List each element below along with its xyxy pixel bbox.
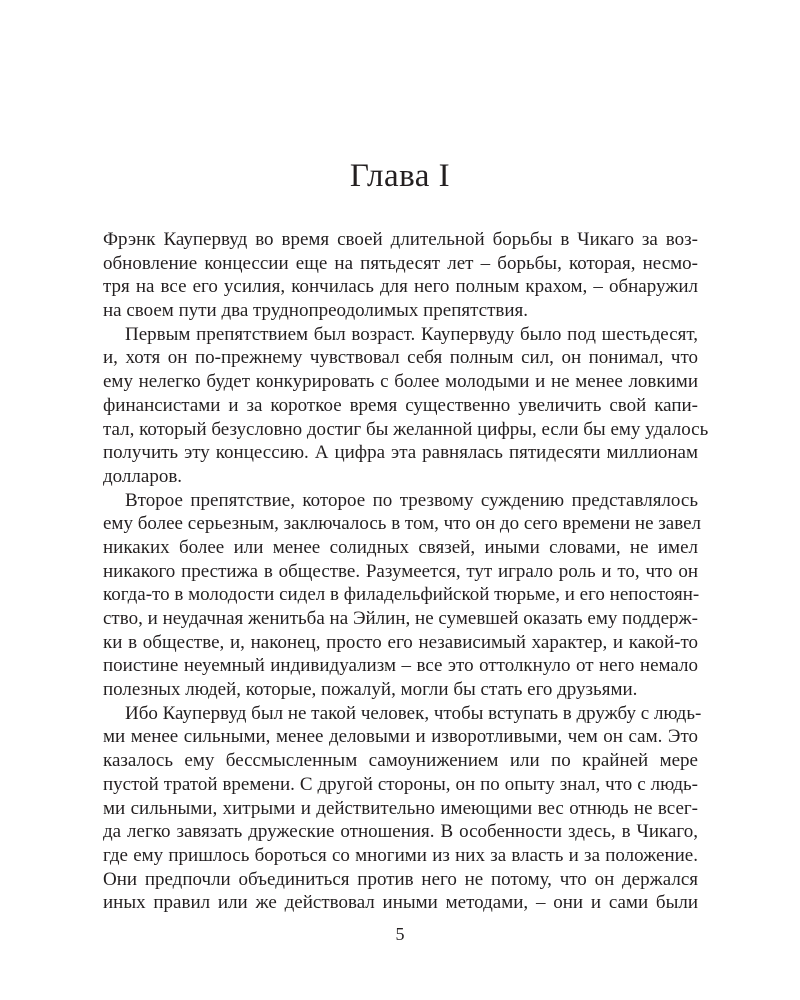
text-line: где ему пришлось бороться со многими из них за власть и за положение. bbox=[103, 844, 698, 866]
text-line: получить эту концессию. А цифра эта равнялась пятидесяти миллионам bbox=[103, 442, 698, 464]
text-line: обновление концессии еще на пятьдесят лет – борьбы, которая, несмо- bbox=[103, 252, 698, 274]
text-line: ему более серьезным, заключалось в том, что он до сего времени не завел bbox=[103, 513, 701, 535]
chapter-text bbox=[103, 228, 709, 915]
paragraph bbox=[103, 228, 698, 323]
text-line: на своем пути два труднопреодолимых препятствия. bbox=[103, 300, 529, 322]
text-line: Фрэнк Каупервуд во время своей длительной борьбы в Чикаго за воз- bbox=[103, 229, 698, 250]
text-line: Они предпочли объединиться против него не потому, что он держался bbox=[103, 868, 698, 890]
text-line: и, хотя он по-прежнему чувствовал себя полным сил, он понимал, что bbox=[103, 347, 698, 369]
chapter-title: Глава I bbox=[349, 158, 451, 194]
text-line: поистине неуемный индивидуализм – все это оттолкнуло от него немало bbox=[103, 655, 698, 677]
text-line: тал, который безусловно достиг бы желанной цифры, если бы ему удалось bbox=[103, 418, 709, 440]
text-line: Второе препятствие, которое по трезвому суждению представлялось bbox=[125, 489, 698, 511]
text-line: ему нелегко будет конкурировать с более молодыми и не менее ловкими bbox=[103, 371, 698, 393]
text-line: когда-то в молодости сидел в филадельфийской тюрьме, и его непостоян- bbox=[103, 584, 700, 606]
text-line: финансистами и за короткое время существенно увеличить свой капи- bbox=[103, 394, 698, 416]
text-line: пустой тратой времени. С другой стороны, он по опыту знал, что с людь- bbox=[103, 773, 698, 795]
text-line: никаких более или менее солидных связей, иными словами, не имел bbox=[103, 536, 698, 558]
paragraph bbox=[103, 702, 702, 915]
text-line: ство, и неудачная женитьба на Эйлин, не сумевшей оказать ему поддерж- bbox=[103, 608, 698, 629]
text-line: ми менее сильными, менее деловыми и изворотливыми, чем он сам. Это bbox=[103, 726, 698, 748]
paragraph bbox=[103, 489, 701, 702]
text-line: никакого престижа в обществе. Разумеется, тут играло роль и то, что он bbox=[103, 560, 698, 582]
paragraph bbox=[103, 323, 709, 489]
text-line: полезных людей, которые, пожалуй, могли бы стать его друзьями. bbox=[103, 679, 638, 701]
text-line: тря на все его усилия, кончилась для него полным крахом, – обнаружил bbox=[103, 276, 698, 298]
text-line: ки в обществе, и, наконец, просто его независимый характер, и какой-то bbox=[103, 631, 698, 653]
text-line: долларов. bbox=[103, 465, 183, 487]
text-line: иных правил или же действовал иными методами, – они и сами были bbox=[103, 892, 698, 914]
text-line: казалось ему бессмысленным самоунижением или по крайней мере bbox=[103, 750, 698, 772]
text-line: да легко завязать дружеские отношения. В особенности здесь, в Чикаго, bbox=[103, 821, 698, 843]
text-line: Первым препятствием был возраст. Каупервуду было под шестьдесят, bbox=[125, 323, 698, 345]
page-number: 5 bbox=[395, 924, 405, 944]
text-line: Ибо Каупервуд был не такой человек, чтобы вступать в дружбу с людь- bbox=[125, 702, 702, 724]
text-line: ми сильными, хитрыми и действительно имеющими вес отнюдь не всег- bbox=[103, 797, 698, 819]
